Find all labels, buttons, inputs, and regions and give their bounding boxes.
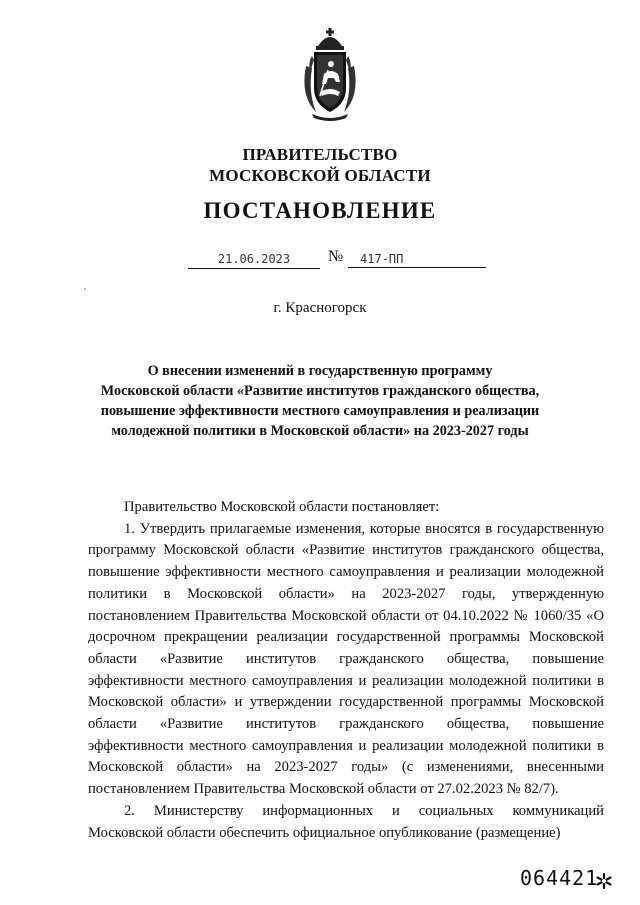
document-body xyxy=(88,497,604,844)
document-number: 417-ПП xyxy=(348,250,486,268)
government-name-line-1: ПРАВИТЕЛЬСТВО xyxy=(242,145,398,164)
subject-line: молодежной политики в Московской области» на 2023-2027 годы xyxy=(111,423,529,439)
government-name-line-2: МОСКОВСКОЙ ОБЛАСТИ xyxy=(209,166,431,185)
item-1-paragraph: 1. Утвердить прилагаемые изменения, которые вносятся в государственную программу Московской области «Развитие институтов гражданского общества, повышение эффективности местного самоуправления и реализации молодежной политики в Московской области» на 2023-2027 годы, утвержденную постановлением Правительства Московской области от 04.10.2022 № 1060/35 «О досрочном прекращении реализации государственной программы Московской области «Развитие институтов гражданского общества, повышение эффективности местного самоуправления и реализации молодежной политики в Московской области» и утверждении государственной программы Московской области «Развитие институтов гражданского общества, повышение эффективности местного самоуправления и реализации молодежной политики в Московской области» на 2023-2027 годы» (с изменениями, внесенными постановлением Правительства Московской области от 27.02.2023 № 82/7). xyxy=(88,520,604,798)
document-date: 21.06.2023 xyxy=(188,250,320,269)
item-2-paragraph: 2. Министерству информационных и социальных коммуникаций Московской области обеспечить официальное опубликование (размещение) xyxy=(88,802,604,841)
subject-line: Московской области «Развитие институтов гражданского общества, xyxy=(100,383,540,399)
coat-of-arms-icon xyxy=(298,26,362,122)
scan-dot xyxy=(84,288,86,290)
document-subject xyxy=(90,361,550,441)
subject-line: повышение эффективности местного самоуправления и реализации xyxy=(100,403,540,419)
document-type-title: ПОСТАНОВЛЕНИЕ xyxy=(203,198,437,223)
serial-number: 064421 xyxy=(520,866,599,890)
city-name: г. Красногорск xyxy=(273,300,367,316)
number-sign: № xyxy=(328,248,344,265)
subject-line: О внесении изменений в государственную программу xyxy=(147,363,493,379)
asterisk-icon xyxy=(596,873,612,889)
preamble-paragraph: Правительство Московской области постановляет: xyxy=(124,499,440,515)
